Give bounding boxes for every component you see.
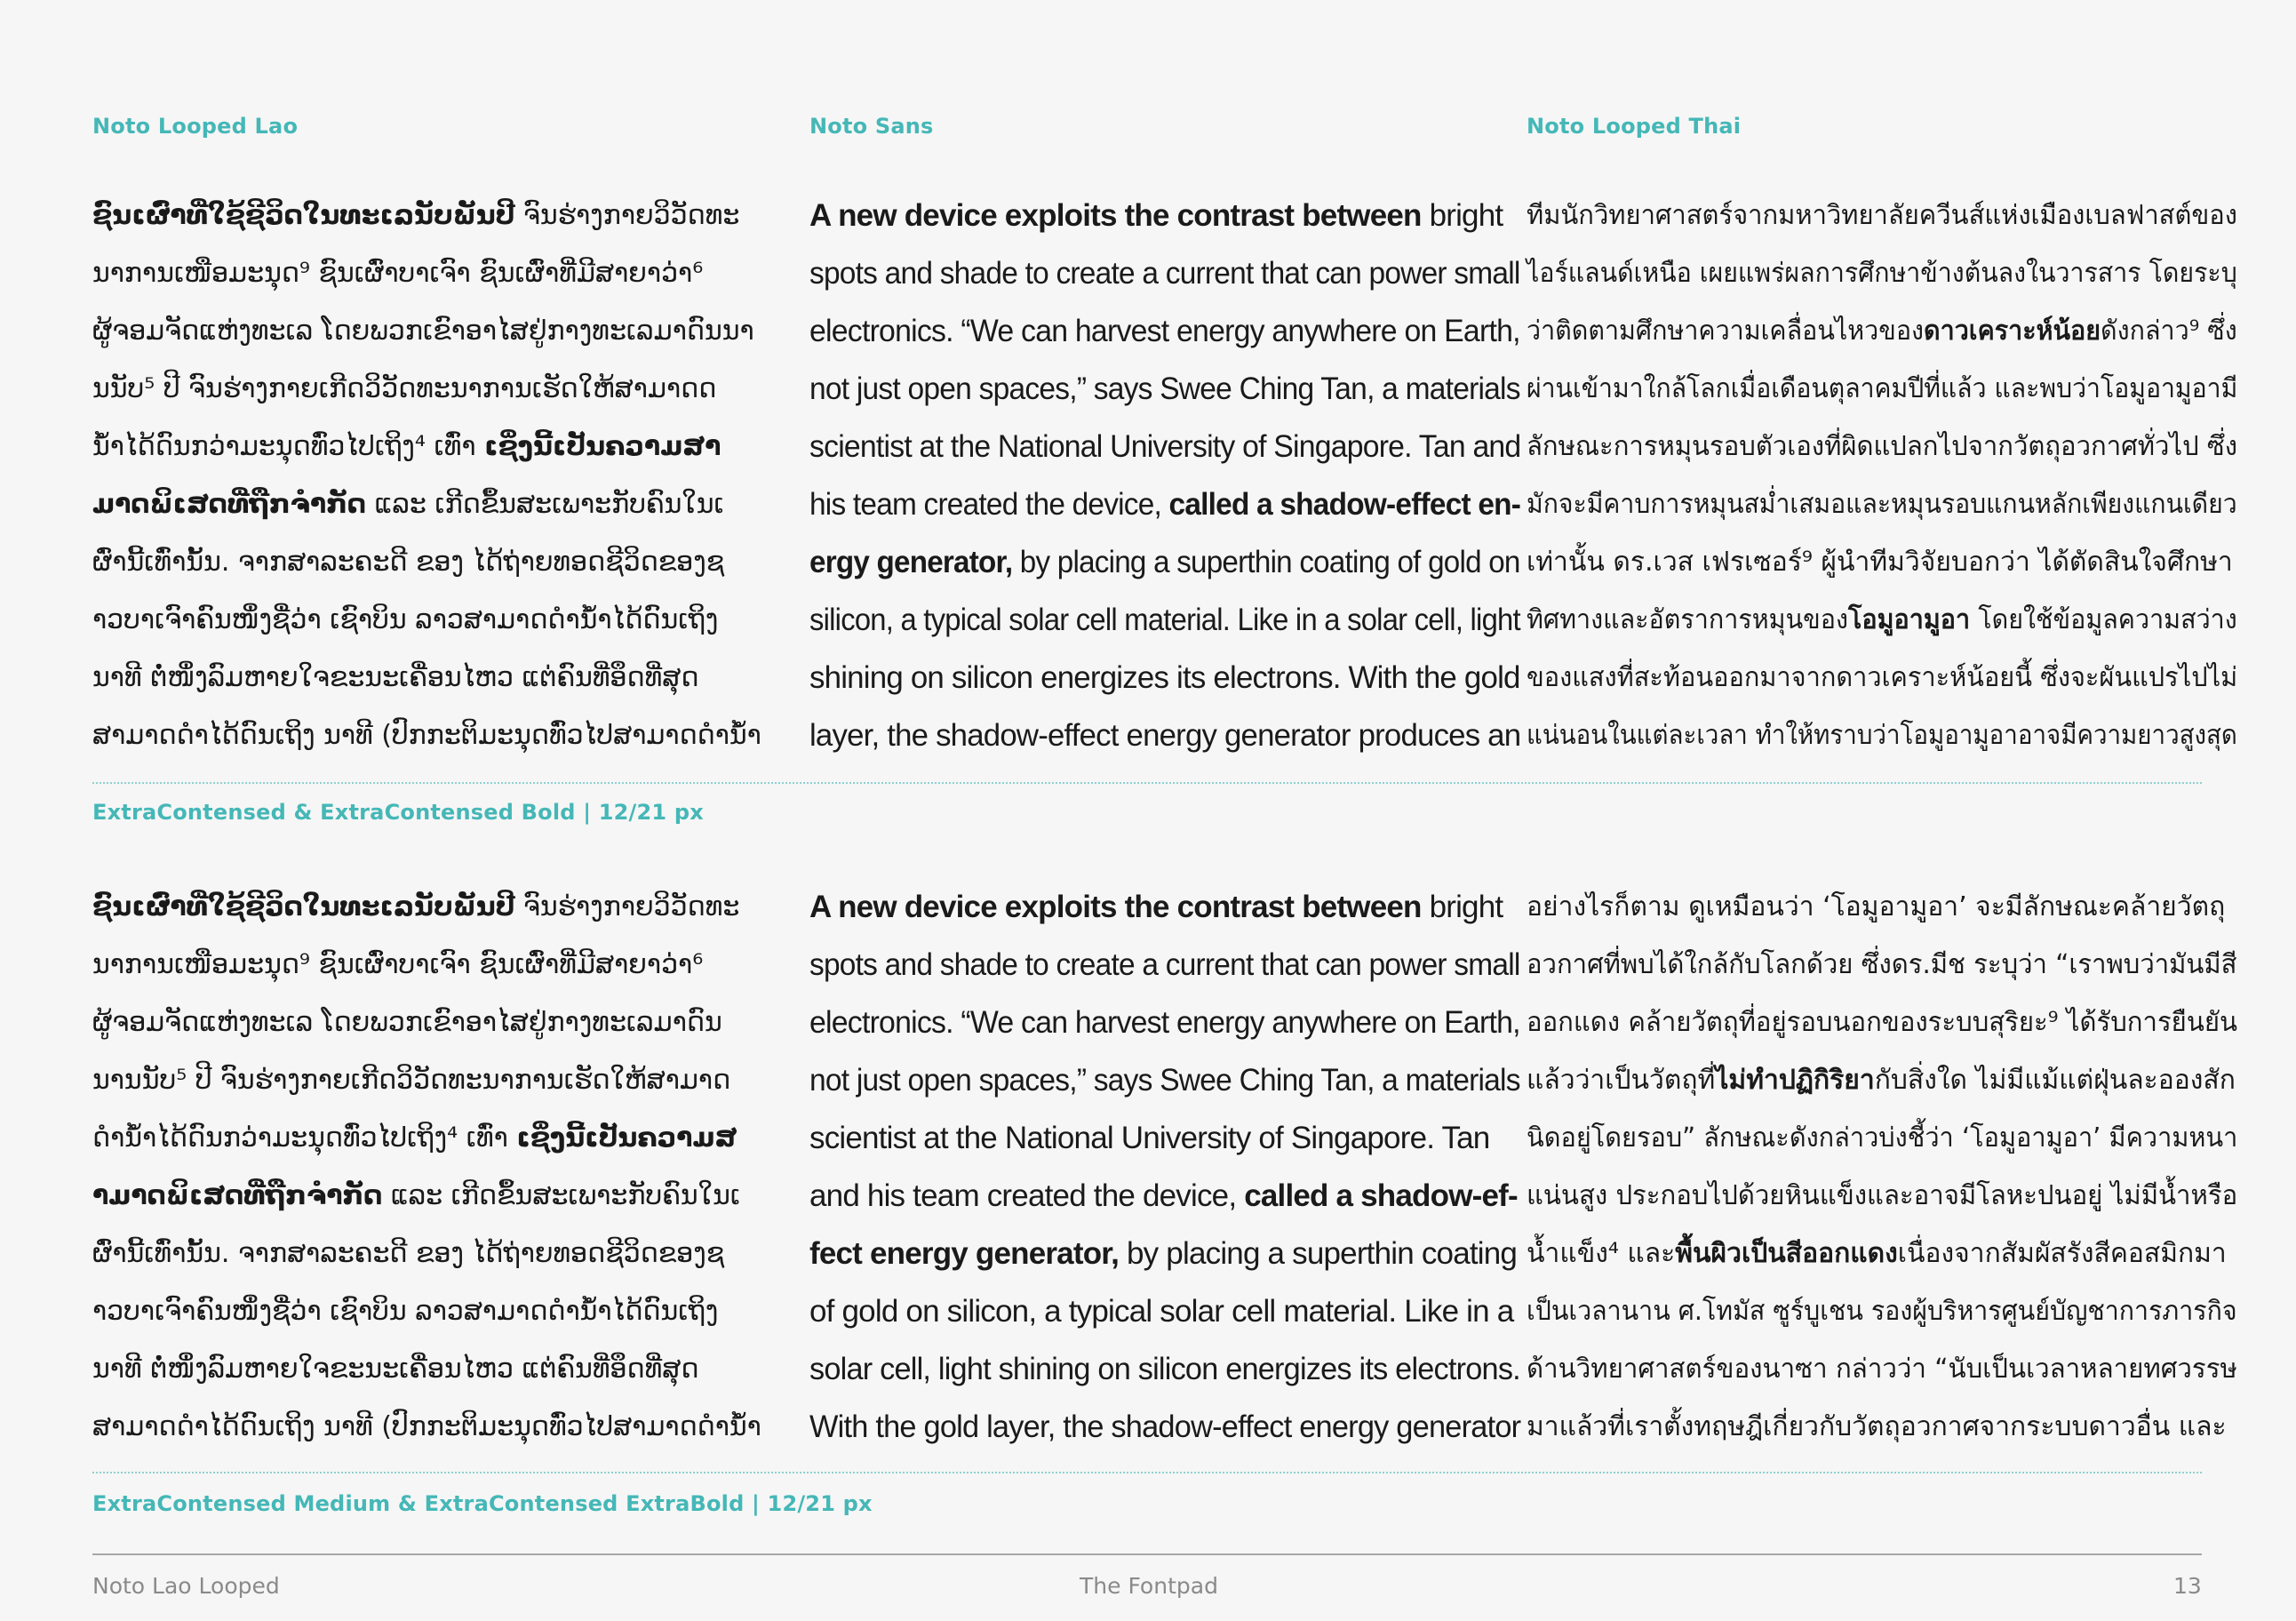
- text-run: silicon, a typical solar cell material. Like in a solar cell, light: [809, 603, 1520, 637]
- text-run: อวกาศที่พบได้ใกล้กับโลกด้วย ซึ่งดร.มีช ระบุว่า “เราพบว่ามันมีสี: [1527, 949, 2237, 980]
- text-line: [809, 475, 1520, 533]
- bold-run: ไม่ทำปฏิกิริยา: [1715, 1065, 1875, 1096]
- bold-run: พื้นผิวเป็นสีออกแดง: [1675, 1238, 1898, 1269]
- text-run: ສາມາດດຳໄດ້ດົນເຖິງ ນາທີ (ປົກກະຕິມະນຸດທົ່ວໄປສາມາດດຳນໍ້າ: [92, 1411, 761, 1442]
- text-run: เนื่องจากสัมผัสรังสีคอสมิกมา: [1897, 1238, 2227, 1269]
- bold-run: โอมูอามูอา: [1848, 604, 1971, 635]
- text-run: With the gold layer, the shadow-effect energy generator: [809, 1409, 1521, 1444]
- text-line: [92, 302, 803, 360]
- text-run: ນາການເໜືອມະນຸດ⁹ ຊົນເຜົ່າບາເຈົາ ຊົນເຜົ່າທີ່ມີສາຍາວ່າ⁶: [92, 949, 704, 980]
- text-line: [809, 878, 1520, 936]
- text-run: ผ่านเข้ามาใกล้โลกเมื่อเดือนตุลาคมปีที่แล้ว และพบว่าโอมูอามูอามี: [1527, 373, 2238, 404]
- bold-run: ergy generator,: [809, 545, 1013, 579]
- text-run: ນານນັບ⁵ ປີ ຈົນຮ່າງກາຍເກີດວິວັດທະນາການເຮັດໃຫ້ສາມາດ: [92, 1065, 731, 1096]
- text-line: [92, 994, 803, 1051]
- text-line: [1527, 244, 2237, 302]
- bold-run: ເຊິ່ງນີ້ເປັນຄວາມສ: [516, 1122, 737, 1154]
- text-run: ลักษณะการหมุนรอบตัวเองที่ผิดแปลกไปจากวัตถุอวกาศทั่วไป ซึ่ง: [1527, 431, 2238, 462]
- text-run: ນໍ້າໄດ້ດົນກວ່າມະນຸດທົ່ວໄປເຖິງ⁴ ເທົ່າ: [92, 431, 485, 462]
- text-run: ຜົ່ານີ້ເທົ່ານັ້ນ. ຈາກສາລະຄະດີ ຂອງ ໄດ້ຖ່າຍທອດຊີວິດຂອງຊ: [92, 547, 725, 578]
- text-line: [1527, 707, 2237, 764]
- text-line: [809, 1340, 1520, 1398]
- text-line: [1527, 302, 2237, 360]
- bold-run: ເຊິ່ງນີ້ເປັນຄວາມສາ: [484, 431, 721, 462]
- text-run: ຈົນຮ່າງກາຍວິວັດທະ: [514, 891, 740, 922]
- text-line: [1527, 187, 2237, 244]
- text-line: [92, 475, 803, 533]
- block1-sans-text: [809, 187, 1520, 764]
- text-run: ຜູ້ຈອມຈັດແຫ່ງທະເລ ໂດຍພວກເຂົາອາໄສຢູ່ກາງທະເລມາດົນ: [92, 1007, 722, 1038]
- text-run: ຜູ້ຈອມຈັດແຫ່ງທະເລ ໂດຍພວກເຂົາອາໄສຢູ່ກາງທະເລມາດົນນາ: [92, 315, 754, 347]
- block2-thai-text: [1527, 878, 2237, 1456]
- text-run: ນາທີ ຕໍ່ໜຶ່ງລົມຫາຍໃຈຂະນະເຄື່ອນໄຫວ ແຕ່ຄົນທີ່ອຶດທີ່ສຸດ: [92, 1353, 699, 1385]
- text-line: [92, 1051, 803, 1109]
- text-line: [92, 1340, 803, 1398]
- text-line: [809, 1167, 1520, 1225]
- text-line: [1527, 1225, 2237, 1282]
- text-run: อย่างไรก็ตาม ดูเหมือนว่า ‘โอมูอามูอา’ จะมีลักษณะคล้ายวัตถุ: [1527, 891, 2226, 922]
- text-run: ແລະ ເກີດຂຶ້ນສະເພາະກັບຄົນໃນເ: [382, 1180, 741, 1211]
- bold-run: called a shadow-ef-: [1244, 1178, 1518, 1213]
- text-run: of gold on silicon, a typical solar cell material. Like in a: [809, 1294, 1514, 1329]
- text-line: [92, 1167, 803, 1225]
- text-line: [809, 591, 1520, 649]
- text-line: [809, 994, 1520, 1051]
- text-run: solar cell, light shining on silicon energizes its electrons.: [809, 1352, 1520, 1386]
- text-line: [92, 1282, 803, 1340]
- bold-run: fect energy generator,: [809, 1236, 1120, 1271]
- text-run: ນນັບ⁵ ປີ ຈົນຮ່າງກາຍເກີດວິວັດທະນາການເຮັດໃຫ້ສາມາດດ: [92, 373, 717, 404]
- text-run: ไอร์แลนด์เหนือ เผยแพร่ผลการศึกษาข้างต้นลงในวารสาร โดยระบุ: [1527, 258, 2237, 289]
- text-line: [92, 360, 803, 418]
- section-label-1: ExtraContensed & ExtraContensed Bold | 12/21 px: [92, 800, 704, 825]
- text-line: [1527, 936, 2237, 994]
- text-run: layer, the shadow-effect energy generator produces an: [809, 718, 1521, 753]
- text-line: [809, 1398, 1520, 1456]
- column-label-lao: Noto Looped Lao: [92, 114, 299, 139]
- text-run: เท่านั้น ดร.เวส เฟรเซอร์⁹ ผู้นำทีมวิจัยบอกว่า ได้ตัดสินใจศึกษา: [1527, 547, 2233, 578]
- bold-run: A new device exploits the contrast between: [809, 198, 1422, 233]
- bold-run: ມາດພິເສດທີ່ຖືກຈຳກັດ: [92, 489, 367, 520]
- text-run: ทิศทางและอัตราการหมุนของ: [1527, 604, 1849, 635]
- text-line: [1527, 591, 2237, 649]
- text-run: scientist at the National University of Singapore. Tan and: [809, 429, 1521, 464]
- text-line: [1527, 360, 2237, 418]
- text-line: [1527, 649, 2237, 707]
- text-line: [809, 1225, 1520, 1282]
- text-run: แน่นสูง ประกอบไปด้วยหินแข็งและอาจมีโลหะปนอยู่ ไม่มีน้ำหรือ: [1527, 1180, 2238, 1211]
- text-line: [809, 360, 1520, 418]
- text-run: แน่นอนในแต่ละเวลา ทำให้ทราบว่าโอมูอามูอาอาจมีความยาวสูงสุด: [1527, 720, 2237, 751]
- text-line: [1527, 1109, 2237, 1167]
- text-run: by placing a superthin coating of gold on: [1012, 545, 1520, 579]
- text-run: ສາມາດດຳໄດ້ດົນເຖິງ ນາທີ (ປົກກະຕິມະນຸດທົ່ວໄປສາມາດດຳນໍ້າ: [92, 720, 761, 751]
- text-line: [92, 1109, 803, 1167]
- text-line: [1527, 418, 2237, 475]
- text-line: [1527, 1340, 2237, 1398]
- text-line: [92, 1225, 803, 1282]
- text-run: by placing a superthin coating: [1119, 1236, 1518, 1271]
- text-run: not just open spaces,” says Swee Ching Tan, a materials: [809, 371, 1520, 406]
- footer-rule: [92, 1553, 2202, 1555]
- text-run: ทีมนักวิทยาศาสตร์จากมหาวิทยาลัยควีนส์แห่งเมืองเบลฟาสต์ของ: [1527, 200, 2238, 231]
- bold-run: called a shadow-effect en-: [1168, 487, 1521, 522]
- text-run: not just open spaces,” says Swee Ching Tan, a materials: [809, 1063, 1520, 1098]
- text-line: [809, 244, 1520, 302]
- footer-font-name: Noto Lao Looped: [92, 1573, 280, 1599]
- text-run: າວບາເຈົາຄົນໜຶ່ງຊື່ວ່າ ເຊົາບິນ ລາວສາມາດດຳນໍ້າໄດ້ດົນເຖິງ: [92, 1296, 719, 1327]
- text-line: [92, 707, 803, 764]
- text-run: spots and shade to create a current that can power small: [809, 256, 1520, 291]
- text-line: [92, 591, 803, 649]
- text-run: bright: [1421, 890, 1503, 924]
- bold-run: ຊົນເຜົ່າທີ່ໃຊ້ຊີວິດໃນທະເລນັບພັນປີ: [92, 891, 515, 922]
- text-line: [809, 1051, 1520, 1109]
- text-run: ດຳນໍ້າໄດ້ດົນກວ່າມະນຸດທົ່ວໄປເຖິງ⁴ ເທົ່າ: [92, 1122, 517, 1154]
- text-line: [809, 418, 1520, 475]
- text-run: น้ำแข็ง⁴ และ: [1527, 1238, 1676, 1269]
- text-line: [92, 878, 803, 936]
- block1-thai-text: [1527, 187, 2237, 764]
- bold-run: າມາດພິເສດທີ່ຖືກຈຳກັດ: [92, 1180, 383, 1211]
- column-label-sans: Noto Sans: [809, 114, 934, 139]
- text-run: ນາທີ ຕໍ່ໜຶ່ງລົມຫາຍໃຈຂະນະເຄື່ອນໄຫວ ແຕ່ຄົນທີ່ອຶດທີ່ສຸດ: [92, 662, 699, 693]
- text-run: electronics. “We can harvest energy anywhere on Earth,: [809, 1005, 1520, 1040]
- text-line: [92, 936, 803, 994]
- text-line: [809, 187, 1520, 244]
- text-run: ຜົ່ານີ້ເທົ່ານັ້ນ. ຈາກສາລະຄະດີ ຂອງ ໄດ້ຖ່າຍທອດຊີວິດຂອງຊ: [92, 1238, 725, 1269]
- block2-lao-text: [92, 878, 803, 1456]
- text-line: [1527, 1398, 2237, 1456]
- footer-publication: The Fontpad: [1080, 1573, 1218, 1599]
- text-run: ด้านวิทยาศาสตร์ของนาซา กล่าวว่า “นับเป็นเวลาหลายทศวรรษ: [1527, 1353, 2237, 1385]
- text-line: [1527, 1051, 2237, 1109]
- section-divider: [92, 1472, 2202, 1473]
- text-run: his team created the device,: [809, 487, 1169, 522]
- section-label-2: ExtraContensed Medium & ExtraContensed ExtraBold | 12/21 px: [92, 1491, 873, 1516]
- text-line: [809, 936, 1520, 994]
- text-run: ว่าติดตามศึกษาความเคลื่อนไหวของ: [1527, 315, 1925, 347]
- text-run: scientist at the National University of Singapore. Tan: [809, 1121, 1490, 1155]
- text-run: ออกแดง คล้ายวัตถุที่อยู่รอบนอกของระบบสุริยะ⁹ ได้รับการยืนยัน: [1527, 1007, 2237, 1038]
- text-run: ແລະ ເກີດຂຶ້ນສະເພາະກັບຄົນໃນເ: [366, 489, 724, 520]
- text-line: [92, 533, 803, 591]
- text-line: [1527, 475, 2237, 533]
- text-run: ຈົນຮ່າງກາຍວິວັດທະ: [514, 200, 740, 231]
- section-divider: [92, 782, 2202, 784]
- text-line: [809, 533, 1520, 591]
- text-line: [92, 1398, 803, 1456]
- text-line: [809, 707, 1520, 764]
- block2-sans-text: [809, 878, 1520, 1456]
- text-run: ນາການເໜືອມະນຸດ⁹ ຊົນເຜົ່າບາເຈົາ ຊົນເຜົ່າທີ່ມີສາຍາວ່າ⁶: [92, 258, 704, 289]
- text-line: [1527, 1167, 2237, 1225]
- text-run: spots and shade to create a current that can power small: [809, 947, 1520, 982]
- text-line: [92, 187, 803, 244]
- text-line: [92, 418, 803, 475]
- text-run: มักจะมีคาบการหมุนสม่ำเสมอและหมุนรอบแกนหลักเพียงแกนเดียว: [1527, 489, 2237, 520]
- text-line: [92, 649, 803, 707]
- text-run: มาแล้วที่เราตั้งทฤษฎีเกี่ยวกับวัตถุอวกาศจากระบบดาวอื่น และ: [1527, 1411, 2227, 1442]
- page-number: 13: [2173, 1573, 2202, 1599]
- text-line: [1527, 878, 2237, 936]
- text-run: and his team created the device,: [809, 1178, 1245, 1213]
- bold-run: ดาวเคราะห์น้อย: [1924, 315, 2101, 347]
- text-line: [809, 1109, 1520, 1167]
- text-line: [809, 302, 1520, 360]
- text-run: bright: [1421, 198, 1503, 233]
- column-label-thai: Noto Looped Thai: [1527, 114, 1742, 139]
- text-line: [1527, 1282, 2237, 1340]
- block1-lao-text: [92, 187, 803, 764]
- text-line: [809, 649, 1520, 707]
- text-run: ดังกล่าว⁹ ซึ่ง: [2101, 315, 2237, 347]
- text-run: แล้วว่าเป็นวัตถุที่: [1527, 1065, 1716, 1096]
- text-run: າວບາເຈົາຄົນໜຶ່ງຊື່ວ່າ ເຊົາບິນ ລາວສາມາດດຳນໍ້າໄດ້ດົນເຖິງ: [92, 604, 719, 635]
- bold-run: A new device exploits the contrast between: [809, 890, 1422, 924]
- text-line: [1527, 533, 2237, 591]
- text-run: electronics. “We can harvest energy anywhere on Earth,: [809, 314, 1520, 348]
- text-run: นิดอยู่โดยรอบ” ลักษณะดังกล่าวบ่งชี้ว่า ‘โอมูอามูอา’ มีความหนา: [1527, 1122, 2238, 1154]
- bold-run: ຊົນເຜົ່າທີ່ໃຊ້ຊີວິດໃນທະເລນັບພັນປີ: [92, 200, 515, 231]
- text-run: โดยใช้ข้อมูลความสว่าง: [1970, 604, 2237, 635]
- text-run: ของแสงที่สะท้อนออกมาจากดาวเคราะห์น้อยนี้ ซึ่งจะผันแปรไปไม่: [1527, 662, 2238, 693]
- text-line: [92, 244, 803, 302]
- text-run: เป็นเวลานาน ศ.โทมัส ซูร์บูเชน รองผู้บริหารศูนย์บัญชาการภารกิจ: [1527, 1296, 2237, 1327]
- text-run: shining on silicon energizes its electrons. With the gold: [809, 660, 1520, 695]
- text-run: กับสิ่งใด ไม่มีแม้แต่ฝุ่นละอองสัก: [1874, 1065, 2236, 1096]
- text-line: [809, 1282, 1520, 1340]
- text-line: [1527, 994, 2237, 1051]
